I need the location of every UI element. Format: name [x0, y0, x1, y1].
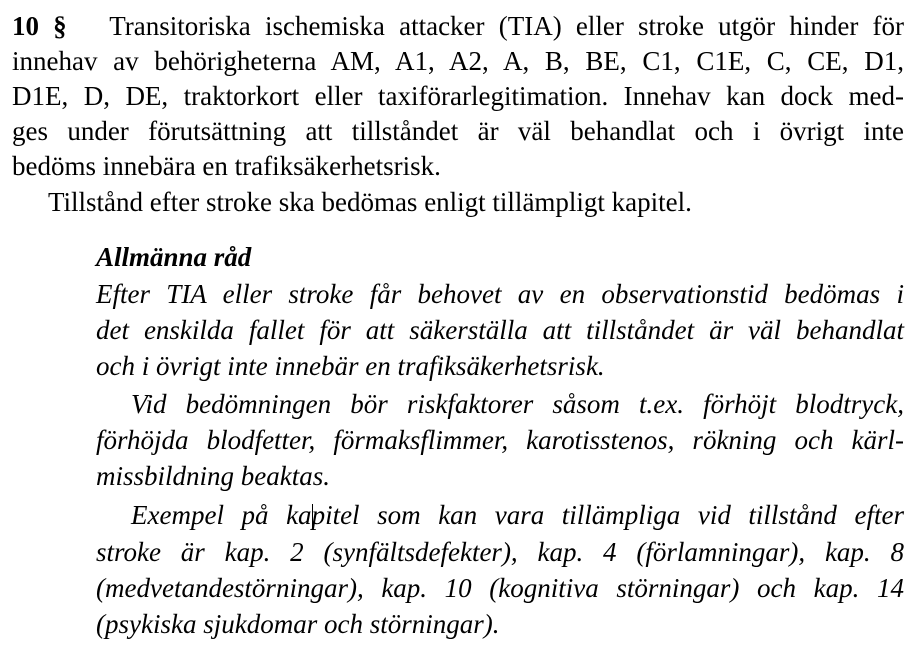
- advice-p2-line-3: missbildning beaktas.: [96, 461, 330, 491]
- advice-p3-line-4: (psykiska sjukdomar och störningar).: [96, 609, 500, 639]
- section-paragraph-2: Tillstånd efter stroke ska bedömas enligt tillämpligt kapitel.: [48, 187, 692, 217]
- advice-p1-line-1: Efter TIA eller stroke får behovet av en observationstid bedömas i: [96, 279, 904, 309]
- section-line-2: innehav av behörigheterna AM, A1, A2, A, B, BE, C1, C1E, C, CE, D1,: [12, 46, 904, 76]
- section-line-4: ges under förutsättning att tillståndet är väl behandlat och i övrigt inte: [12, 116, 904, 146]
- advice-p3-line-3: (medvetandestörningar), kap. 10 (kognitiva störningar) och kap. 14: [96, 573, 904, 603]
- advice-p2-line-1: Vid bedömningen bör riskfaktorer såsom t.ex. förhöjt blodtryck,: [131, 389, 904, 419]
- advice-p1-line-3: och i övrigt inte innebär en trafiksäkerhetsrisk.: [96, 351, 605, 381]
- section-line-3: D1E, D, DE, traktorkort eller taxiförarlegitimation. Innehav kan dock med-: [12, 81, 904, 111]
- advice-p3-line-2: stroke är kap. 2 (synfältsdefekter), kap. 4 (förlamningar), kap. 8: [96, 537, 904, 567]
- advice-heading: Allmänna råd: [96, 242, 252, 272]
- advice-p2-line-2: förhöjda blodfetter, förmaksflimmer, karotisstenos, rökning och kärl-: [96, 425, 904, 455]
- section-line-5: bedöms innebära en trafiksäkerhetsrisk.: [12, 151, 441, 181]
- advice-p3-text-b: pitel som kan vara tillämpliga vid tillstånd efter: [311, 500, 904, 530]
- advice-p3-text-a: Exempel på ka: [131, 500, 312, 530]
- section-line-1: [12, 10, 904, 42]
- section-number: 10 §: [12, 11, 67, 41]
- advice-p1-line-2: det enskilda fallet för att säkerställa att tillståndet är väl behandlat: [96, 315, 904, 345]
- advice-p3-line-1: [131, 499, 904, 531]
- section-text-1: Transitoriska ischemiska attacker (TIA) eller stroke utgör hinder för: [109, 11, 905, 41]
